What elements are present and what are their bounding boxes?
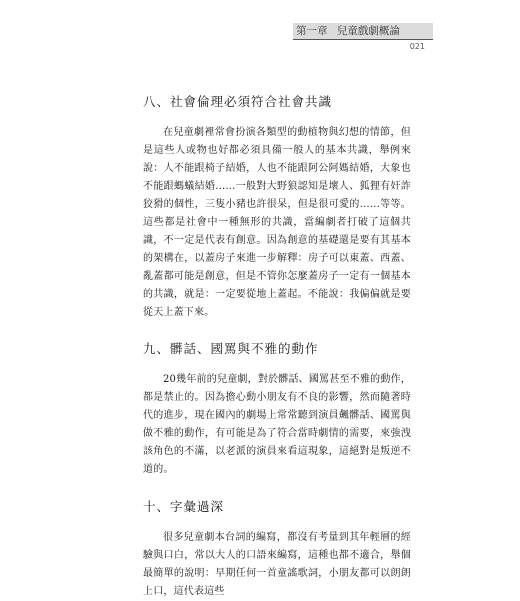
section-heading: 八、社會倫理必須符合社會共識	[143, 94, 333, 109]
chapter-label: 第一章	[296, 25, 328, 37]
section-body: 20幾年前的兒童劇，對於髒話、國罵甚至不雅的動作，都是禁止的。因為擔心動小朋友有不良的影響，然而隨著時代的進步，現在國內的劇場上常常聽到演員飆髒話、國罵與做不雅的動作，有可能是為了符合當時劇情的需要，來強洩該角色的不滿，以老派的演員來看這現象，這絕對是叛逆不道的。	[143, 374, 411, 475]
section-body: 在兒童劇裡常會扮演各類型的動植物與幻想的情節，但是這些人或物也好都必須具備一般人的基本共識，舉例來說：人不能跟椅子結婚，人也不能跟阿公阿媽結婚，大象也不能跟螞蟻結婚……一般對大野狼認知是壞人、狐狸有奸詐狡猾的個性，三隻小豬也許很呆，但是很可愛的……等等。這些都是社會中一種無形的共識，當編劇者打破了這個共識，不一定是代表有創意。因為創意的基礎還是要有其基本的架構在，以蓋房子來進一步解釋：房子可以東蓋、西蓋、亂蓋都可能是創意，但是不管你怎麼蓋房子一定有一個基本的共識，就是：一定要從地上蓋起。不能說：我偏偏就是要從天上蓋下來。	[143, 127, 411, 318]
section-9	[143, 341, 411, 479]
section-body: 很多兒童劇本台詞的編寫，都沒有考量到其年輕層的經驗與口白，常以大人的口語來編寫，這種也都不適合，舉個最簡單的說明：早期任何一首童謠歌詞，小朋友都可以朗朗上口，這代表這些	[143, 532, 411, 597]
section-10	[143, 499, 411, 601]
section-heading: 十、字彙過深	[143, 499, 225, 514]
section-heading: 九、髒話、國罵與不雅的動作	[143, 341, 319, 356]
running-header	[296, 23, 432, 39]
page-number: 021	[409, 42, 425, 51]
chapter-title: 兒童戲劇概論	[336, 25, 400, 37]
page-content	[143, 94, 411, 601]
section-8	[143, 94, 411, 322]
